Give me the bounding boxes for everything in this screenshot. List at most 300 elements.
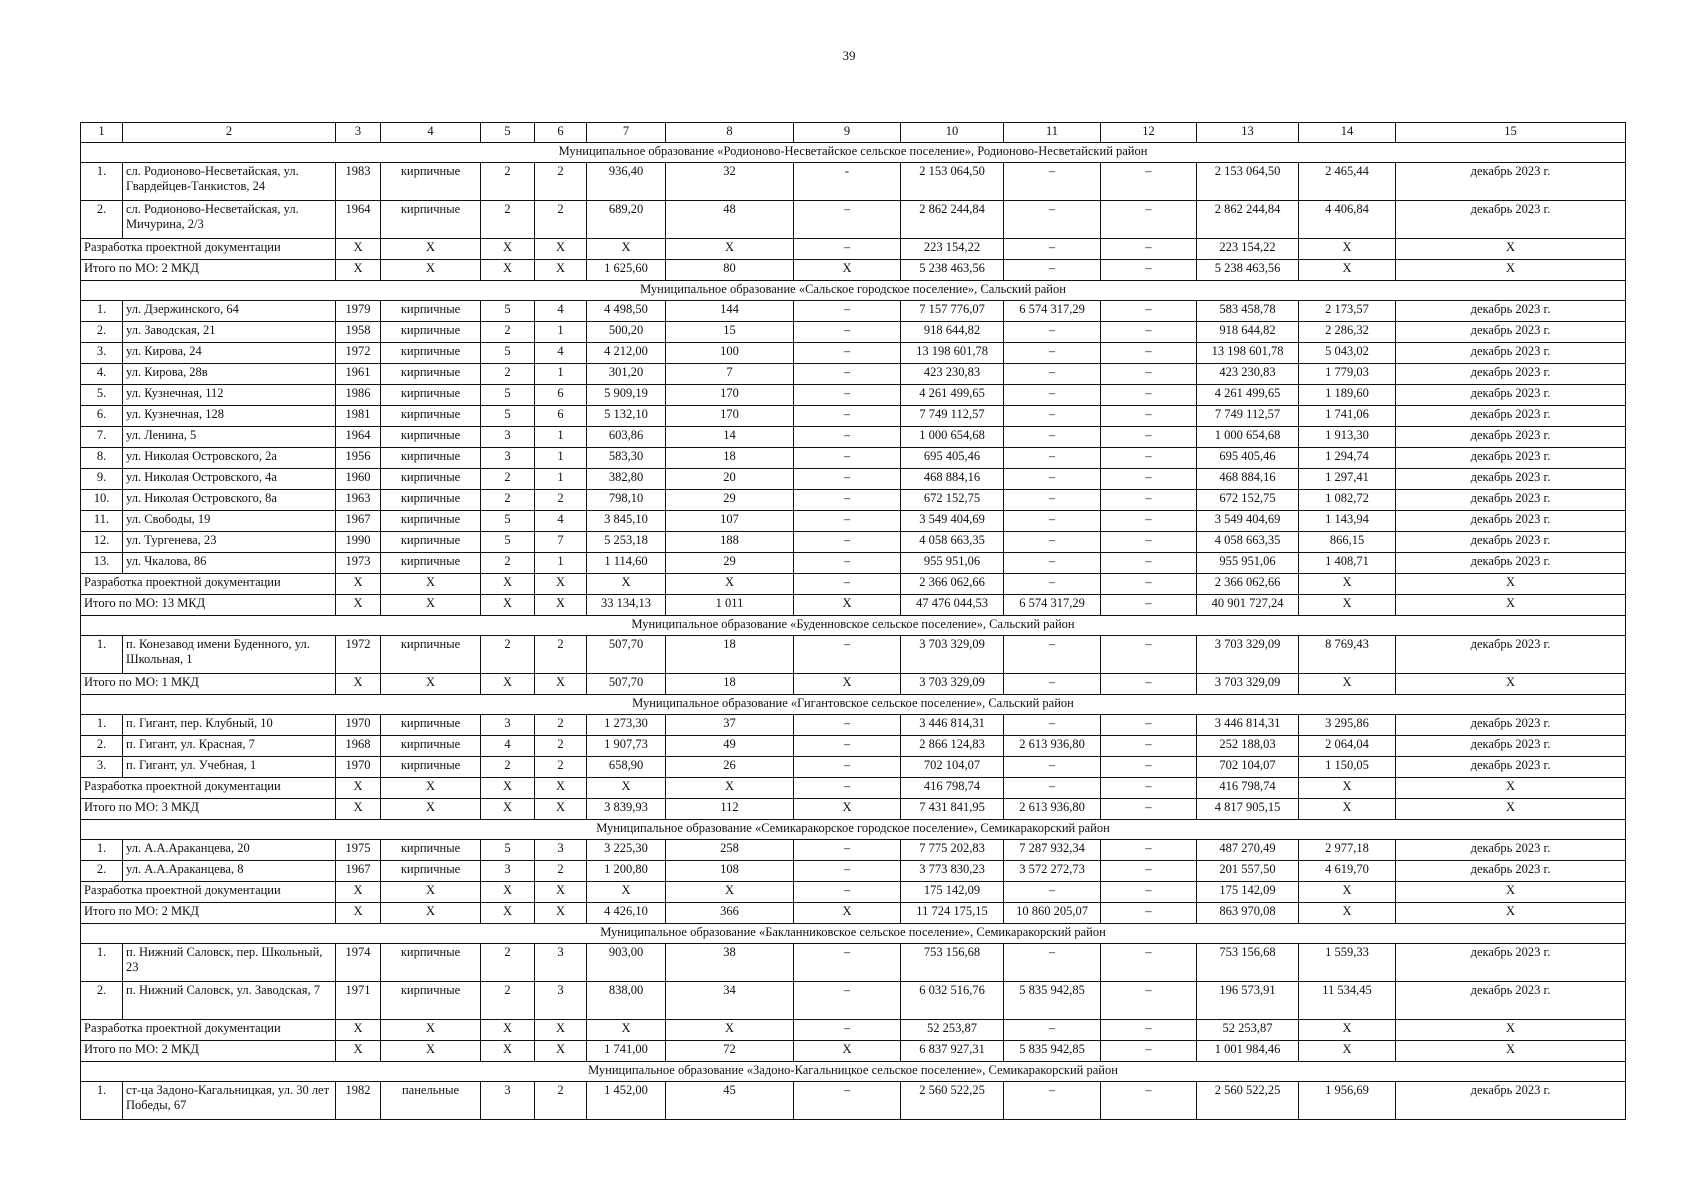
table-cell: кирпичные [381,343,481,364]
table-cell: 144 [666,301,794,322]
section-title: Муниципальное образование «Семикаракорское городское поселение», Семикаракорский район [81,820,1626,840]
summary-label: Разработка проектной документации [81,778,336,799]
table-cell: 3 703 329,09 [901,636,1004,674]
table-cell: – [794,239,901,260]
table-cell: X [336,239,381,260]
table-row [81,322,1626,343]
table-cell: 7 157 776,07 [901,301,1004,322]
table-cell: – [1101,301,1197,322]
table-cell: 1 [535,469,587,490]
table-cell: 1 452,00 [587,1082,666,1120]
table-cell: 1982 [336,1082,381,1120]
table-cell: X [481,882,535,903]
table-cell: 32 [666,163,794,201]
table-cell: – [794,882,901,903]
table-cell: 49 [666,736,794,757]
table-cell: 3 295,86 [1299,715,1396,736]
table-cell: 11 534,45 [1299,982,1396,1020]
table-cell: X [1396,674,1626,695]
table-cell: – [794,406,901,427]
table-cell: 1975 [336,840,381,861]
table-cell: 52 253,87 [901,1020,1004,1041]
table-cell: 689,20 [587,201,666,239]
table-cell: X [481,595,535,616]
table-cell: 955 951,06 [1197,553,1299,574]
table-cell: 112 [666,799,794,820]
table-cell: 500,20 [587,322,666,343]
table-cell: 1958 [336,322,381,343]
table-cell: X [481,778,535,799]
table-cell: декабрь 2023 г. [1396,201,1626,239]
table-cell: 3 [481,1082,535,1120]
table-cell: 4 261 499,65 [1197,385,1299,406]
table-row [81,757,1626,778]
table-cell: – [794,1020,901,1041]
table-cell: 702 104,07 [1197,757,1299,778]
table-cell: – [794,778,901,799]
table-cell: X [336,1041,381,1062]
table-cell: 798,10 [587,490,666,511]
table-cell: X [481,239,535,260]
table-cell: 1983 [336,163,381,201]
summary-label: Итого по МО: 2 МКД [81,903,336,924]
table-cell: 1974 [336,944,381,982]
table-cell: X [587,778,666,799]
table-cell: 1973 [336,553,381,574]
table-cell: 40 901 727,24 [1197,595,1299,616]
table-cell: 4 058 663,35 [901,532,1004,553]
table-cell: 1967 [336,861,381,882]
table-cell: 9. [81,469,123,490]
table-cell: – [1101,1041,1197,1062]
table-cell: X [1396,882,1626,903]
table-row [81,201,1626,239]
column-header: 6 [535,123,587,143]
table-cell: 2 [481,982,535,1020]
table-cell: кирпичные [381,736,481,757]
table-cell: 4 [535,511,587,532]
table-cell: 2 [535,736,587,757]
table-row [81,490,1626,511]
table-cell: X [535,1020,587,1041]
table-cell: 1. [81,163,123,201]
table-cell: 5 238 463,56 [901,260,1004,281]
table-cell: X [535,595,587,616]
summary-row [81,882,1626,903]
table-cell: 2 [535,201,587,239]
address-cell: ул. Кузнечная, 112 [123,385,336,406]
table-cell: 1961 [336,364,381,385]
table-cell: 252 188,03 [1197,736,1299,757]
table-cell: кирпичные [381,163,481,201]
table-cell: 2 366 062,66 [1197,574,1299,595]
table-cell: – [1101,882,1197,903]
address-cell: ул. Свободы, 19 [123,511,336,532]
table-cell: 2 613 936,80 [1004,736,1101,757]
table-cell: X [381,903,481,924]
table-cell: 3 [535,840,587,861]
table-cell: 4 [481,736,535,757]
table-cell: X [587,882,666,903]
table-cell: – [794,201,901,239]
table-cell: – [1004,448,1101,469]
table-cell: 1 913,30 [1299,427,1396,448]
table-cell: X [535,903,587,924]
table-cell: X [336,882,381,903]
table-cell: 3 549 404,69 [1197,511,1299,532]
table-cell: 2 [481,636,535,674]
table-cell: X [1396,574,1626,595]
summary-row [81,595,1626,616]
table-cell: - [794,163,901,201]
table-cell: 2 153 064,50 [1197,163,1299,201]
table-cell: X [535,239,587,260]
summary-label: Разработка проектной документации [81,239,336,260]
table-cell: 3. [81,757,123,778]
table-cell: – [1004,1082,1101,1120]
table-cell: 863 970,08 [1197,903,1299,924]
table-cell: 201 557,50 [1197,861,1299,882]
table-cell: – [1004,201,1101,239]
table-cell: 2. [81,982,123,1020]
table-cell: 2 [535,163,587,201]
section-title: Муниципальное образование «Бакланниковское сельское поселение», Семикаракорский район [81,924,1626,944]
table-cell: 2. [81,201,123,239]
table-cell: 33 134,13 [587,595,666,616]
table-cell: 10. [81,490,123,511]
table-cell: 3 703 329,09 [1197,674,1299,695]
summary-row [81,1020,1626,1041]
table-cell: 8. [81,448,123,469]
table-cell: 29 [666,553,794,574]
address-cell: сл. Родионово-Несветайская, ул. Гвардейцев-Танкистов, 24 [123,163,336,201]
table-cell: декабрь 2023 г. [1396,385,1626,406]
table-cell: 3 225,30 [587,840,666,861]
table-cell: 507,70 [587,636,666,674]
table-cell: – [794,861,901,882]
table-cell: 416 798,74 [1197,778,1299,799]
table-cell: декабрь 2023 г. [1396,406,1626,427]
section-title: Муниципальное образование «Гигантовское сельское поселение», Сальский район [81,695,1626,715]
table-cell: 6. [81,406,123,427]
table-cell: кирпичные [381,944,481,982]
table-cell: – [794,553,901,574]
table-cell: 672 152,75 [1197,490,1299,511]
table-cell: 2. [81,861,123,882]
table-cell: X [587,574,666,595]
summary-row [81,799,1626,820]
address-cell: ул. Тургенева, 23 [123,532,336,553]
table-cell: – [1004,715,1101,736]
address-cell: п. Гигант, ул. Учебная, 1 [123,757,336,778]
table-cell: 5 043,02 [1299,343,1396,364]
table-cell: декабрь 2023 г. [1396,736,1626,757]
table-cell: декабрь 2023 г. [1396,840,1626,861]
table-cell: 2 866 124,83 [901,736,1004,757]
table-row [81,343,1626,364]
table-cell: 2 977,18 [1299,840,1396,861]
summary-label: Итого по МО: 2 МКД [81,1041,336,1062]
table-row [81,1082,1626,1120]
table-cell: – [794,715,901,736]
table-cell: X [535,1041,587,1062]
table-cell: 15 [666,322,794,343]
table-cell: X [381,799,481,820]
table-cell: 5 238 463,56 [1197,260,1299,281]
table-cell: 672 152,75 [901,490,1004,511]
summary-row [81,674,1626,695]
table-cell: кирпичные [381,469,481,490]
table-cell: 1 200,80 [587,861,666,882]
table-cell: 1964 [336,201,381,239]
section-title: Муниципальное образование «Буденновское сельское поселение», Сальский район [81,616,1626,636]
table-cell: – [1101,163,1197,201]
table-cell: 1 741,00 [587,1041,666,1062]
table-cell: 6 837 927,31 [901,1041,1004,1062]
table-row [81,406,1626,427]
table-cell: 468 884,16 [1197,469,1299,490]
table-cell: 423 230,83 [901,364,1004,385]
table-cell: X [794,799,901,820]
table-cell: X [336,778,381,799]
table-cell: X [336,799,381,820]
table-cell: 38 [666,944,794,982]
table-cell: 7 287 932,34 [1004,840,1101,861]
table-cell: 4 [535,301,587,322]
table-cell: 188 [666,532,794,553]
table-cell: X [535,799,587,820]
table-cell: 3 [535,982,587,1020]
table-cell: 301,20 [587,364,666,385]
table-cell: 7 775 202,83 [901,840,1004,861]
table-cell: – [1101,532,1197,553]
table-cell: 695 405,46 [901,448,1004,469]
table-cell: – [1101,861,1197,882]
section-title: Муниципальное образование «Задоно-Кагальницкое сельское поселение», Семикаракорский район [81,1062,1626,1082]
table-cell: – [1004,239,1101,260]
table-cell: X [666,1020,794,1041]
table-cell: 2 [481,490,535,511]
table-cell: – [1101,799,1197,820]
address-cell: п. Гигант, ул. Красная, 7 [123,736,336,757]
table-cell: 13 198 601,78 [1197,343,1299,364]
table-cell: – [1004,778,1101,799]
table-cell: 2 286,32 [1299,322,1396,343]
table-cell: 1 150,05 [1299,757,1396,778]
table-row [81,553,1626,574]
table-cell: – [1004,322,1101,343]
table-cell: X [1299,799,1396,820]
table-cell: декабрь 2023 г. [1396,1082,1626,1120]
table-cell: декабрь 2023 г. [1396,322,1626,343]
table-cell: 1 [535,322,587,343]
section-row [81,924,1626,944]
table-cell: X [1396,239,1626,260]
table-cell: кирпичные [381,385,481,406]
table-cell: 3 [481,427,535,448]
table-cell: 468 884,16 [901,469,1004,490]
table-cell: 10 860 205,07 [1004,903,1101,924]
summary-row [81,1041,1626,1062]
column-header: 2 [123,123,336,143]
table-cell: X [481,1041,535,1062]
table-cell: 1972 [336,343,381,364]
section-title: Муниципальное образование «Родионово-Несветайское сельское поселение», Родионово-Несветайский район [81,143,1626,163]
table-cell: X [1396,595,1626,616]
table-cell: X [1396,903,1626,924]
table-cell: 223 154,22 [901,239,1004,260]
table-cell: декабрь 2023 г. [1396,757,1626,778]
table-cell: 1 082,72 [1299,490,1396,511]
table-cell: 4 817 905,15 [1197,799,1299,820]
table-cell: 2 465,44 [1299,163,1396,201]
table-cell: 11 724 175,15 [901,903,1004,924]
column-header: 4 [381,123,481,143]
table-cell: – [1004,343,1101,364]
table-cell: 918 644,82 [1197,322,1299,343]
table-cell: 4 212,00 [587,343,666,364]
table-cell: – [794,982,901,1020]
table-cell: 936,40 [587,163,666,201]
table-cell: 45 [666,1082,794,1120]
table-cell: 2. [81,736,123,757]
table-cell: – [1101,1082,1197,1120]
column-header: 12 [1101,123,1197,143]
table-cell: 4. [81,364,123,385]
table-cell: – [794,448,901,469]
table-cell: X [381,239,481,260]
table-cell: 7 749 112,57 [1197,406,1299,427]
table-cell: 366 [666,903,794,924]
table-row [81,469,1626,490]
table-cell: 838,00 [587,982,666,1020]
table-cell: кирпичные [381,364,481,385]
table-cell: 5 [481,511,535,532]
table-cell: – [1101,736,1197,757]
table-cell: 5 [481,840,535,861]
table-cell: – [1004,490,1101,511]
table-cell: 5 132,10 [587,406,666,427]
table-cell: 866,15 [1299,532,1396,553]
table-cell: – [794,757,901,778]
table-cell: – [1101,511,1197,532]
table-cell: X [1396,1020,1626,1041]
table-cell: 2 [535,490,587,511]
table-row [81,840,1626,861]
table-cell: X [535,674,587,695]
table-cell: – [1004,944,1101,982]
table-cell: кирпичные [381,511,481,532]
section-row [81,1062,1626,1082]
table-cell: кирпичные [381,840,481,861]
table-cell: 29 [666,490,794,511]
table-cell: – [1101,574,1197,595]
summary-row [81,239,1626,260]
table-cell: кирпичные [381,757,481,778]
table-cell: X [1396,799,1626,820]
table-cell: 1960 [336,469,381,490]
table-cell: 14 [666,427,794,448]
table-cell: кирпичные [381,861,481,882]
table-row [81,532,1626,553]
table-cell: 2 560 522,25 [1197,1082,1299,1120]
address-cell: ул. Чкалова, 86 [123,553,336,574]
table-cell: X [1299,1041,1396,1062]
table-cell: 3 549 404,69 [901,511,1004,532]
table-cell: X [381,674,481,695]
table-cell: X [535,574,587,595]
summary-row [81,574,1626,595]
address-cell: ул. Николая Островского, 8а [123,490,336,511]
table-cell: X [1299,260,1396,281]
table-cell: 1970 [336,715,381,736]
table-cell: 5 [481,532,535,553]
table-cell: 2 [535,757,587,778]
table-cell: X [587,239,666,260]
table-cell: кирпичные [381,301,481,322]
table-cell: 5 [481,301,535,322]
table-cell: X [794,903,901,924]
table-cell: 583 458,78 [1197,301,1299,322]
table-cell: 223 154,22 [1197,239,1299,260]
table-cell: 20 [666,469,794,490]
table-cell: 1. [81,1082,123,1120]
column-header: 13 [1197,123,1299,143]
table-cell: X [481,260,535,281]
table-cell: 13 198 601,78 [901,343,1004,364]
housing-repair-table [80,122,1626,1120]
address-cell: ул. Николая Островского, 2а [123,448,336,469]
column-header: 7 [587,123,666,143]
table-cell: X [794,260,901,281]
table-cell: – [1101,674,1197,695]
table-cell: X [1396,1041,1626,1062]
table-cell: – [1101,343,1197,364]
table-cell: – [794,427,901,448]
address-cell: ул. Кирова, 28в [123,364,336,385]
table-cell: X [1299,778,1396,799]
table-cell: – [1004,427,1101,448]
table-cell: 18 [666,674,794,695]
summary-row [81,778,1626,799]
table-cell: 2 [481,553,535,574]
table-cell: 3 703 329,09 [901,674,1004,695]
table-cell: декабрь 2023 г. [1396,364,1626,385]
table-cell: – [1101,840,1197,861]
table-cell: – [1004,674,1101,695]
table-cell: кирпичные [381,982,481,1020]
address-cell: ул. А.А.Араканцева, 20 [123,840,336,861]
table-cell: 1986 [336,385,381,406]
table-cell: кирпичные [381,553,481,574]
table-cell: декабрь 2023 г. [1396,861,1626,882]
table-cell: X [381,1020,481,1041]
table-cell: 3 446 814,31 [901,715,1004,736]
table-cell: декабрь 2023 г. [1396,553,1626,574]
table-row [81,364,1626,385]
table-row [81,715,1626,736]
table-cell: 2 [481,469,535,490]
table-cell: 6 574 317,29 [1004,595,1101,616]
table-cell: X [666,574,794,595]
table-cell: 1 907,73 [587,736,666,757]
table-cell: 1972 [336,636,381,674]
table-cell: – [1101,469,1197,490]
table-cell: 3 [481,448,535,469]
table-cell: 258 [666,840,794,861]
table-cell: 170 [666,406,794,427]
table-cell: 7 [535,532,587,553]
